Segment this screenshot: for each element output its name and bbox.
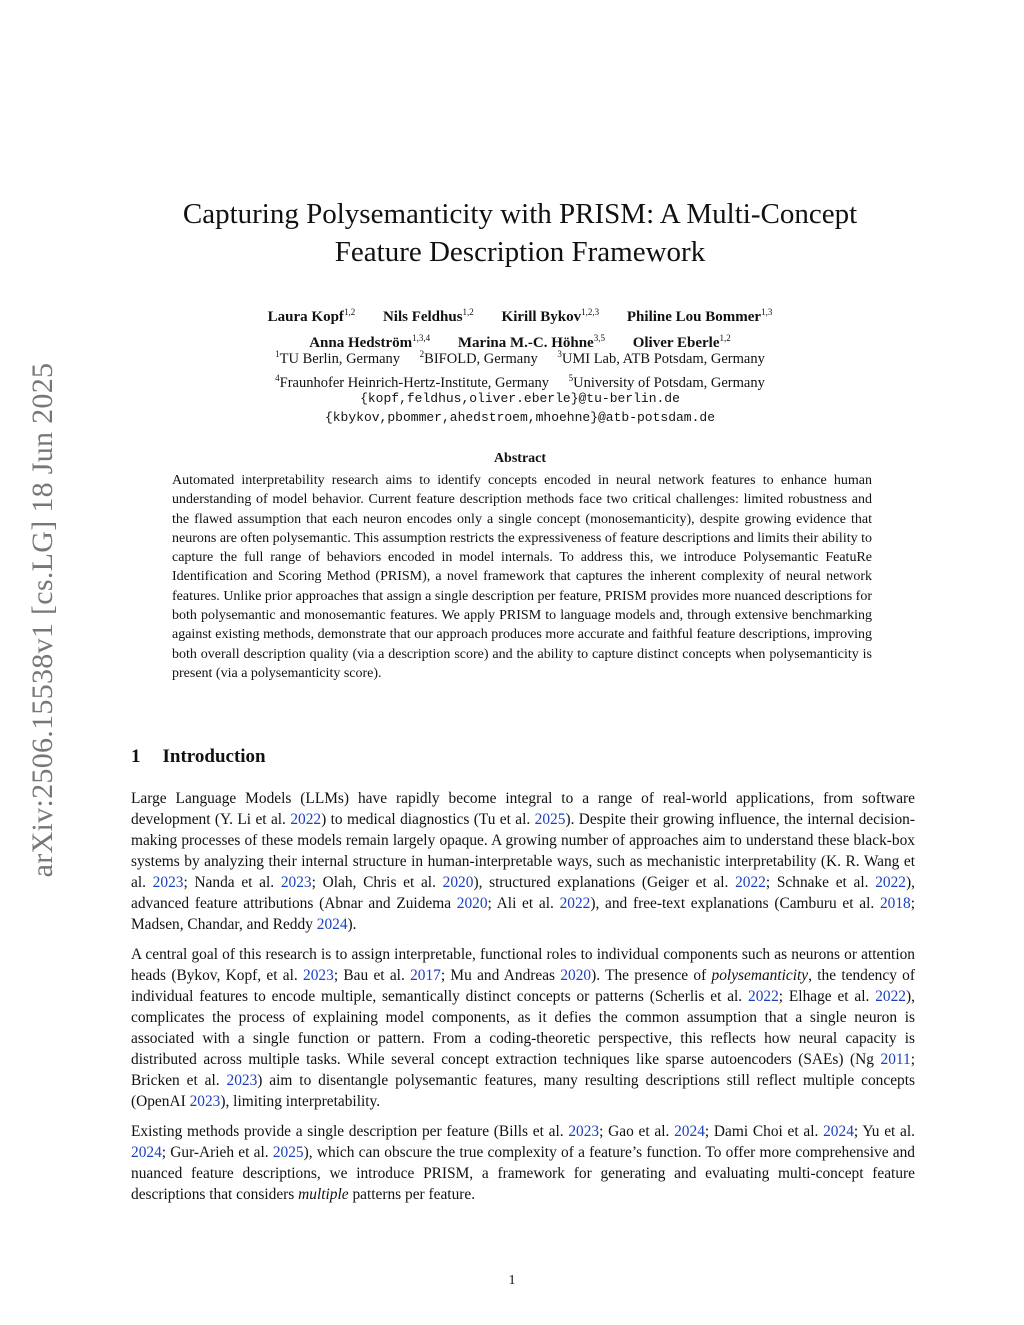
body-paragraph [131,1121,915,1205]
abstract-heading: Abstract [493,451,547,466]
citation-link[interactable]: 2022 [748,988,779,1005]
email-line: {kbykov,pbommer,ahedstroem,mhoehne}@atb-potsdam.de [324,410,716,425]
citation-link[interactable]: 2020 [560,967,592,984]
text-run: ; Yu et al. [853,1123,916,1140]
text-run: ; Dami Choi et al. [704,1123,824,1140]
author: Kirill Bykov$^{1,2,3}$ [501,307,600,325]
text-run: ), limiting interpretability. [220,1093,381,1110]
citation-link[interactable]: 2020 [456,895,488,912]
affiliation: $^4$Fraunhofer Heinrich-Hertz-Institute, Germany [275,372,550,391]
text-run: ), complicates the process of explaining model components, as it defies the common assumption that a single neuron is associated with a single function or pattern. From a coding-theoretic perspective, this reflects how neural capacity is distributed across multiple tasks. While several concept extraction techniques like sparse autoencoders (SAEs) (Ng [131,988,915,1068]
author: Anna Hedström$^{1,3,4}$ [309,333,431,351]
text-run: ; Elhage et al. [778,988,876,1005]
text-run: ) aim to disentangle polysemantic features, many resulting descriptions still reflect multiple concepts (OpenAI [131,1072,915,1110]
citation-link[interactable]: 2022 [559,895,591,912]
citation-link[interactable]: 2023 [280,874,312,891]
title-line-2: Feature Description Framework [334,236,706,268]
text-run: ; Bricken et al. [131,1051,915,1089]
text-run: ; Mu and Andreas [440,967,561,984]
author: Laura Kopf$^{1,2}$ [267,307,356,325]
citation-link[interactable]: 2011 [880,1051,911,1068]
author: Philine Lou Bommer$^{1,3}$ [626,307,773,325]
text-run: ; Ali et al. [487,895,560,912]
affiliation: $^5$University of Potsdam, Germany [568,372,765,391]
text-run: ; Gur-Arieh et al. [161,1144,273,1161]
citation-link[interactable]: 2024 [316,916,348,933]
emphasis: polysemanticity [711,967,809,984]
title-line-1: Capturing Polysemanticity with PRISM: A Multi-Concept [182,198,858,230]
page-number: 1 [508,1273,516,1288]
text-run: Existing methods provide a single description per feature (Bills et al. [131,1123,569,1140]
citation-link[interactable]: 2022 [875,988,906,1005]
citation-link[interactable]: 2024 [823,1123,854,1140]
email-line: {kopf,feldhus,oliver.eberle}@tu-berlin.de [360,391,680,406]
text-run: ). Despite their growing influence, the internal decision-making processes of these models remain largely opaque. A growing number of approaches aim to understand these black-box systems by analyzing their internal structure in human-interpretable ways, such as mechanistic interpretability (K. R. Wang et al. [131,811,916,891]
author: Marina M.-C. Höhne$^{3,5}$ [457,333,605,351]
text-run: , the tendency of individual features to encode multiple, semantically distinct concepts or patterns (Scherlis et al. [131,967,915,1005]
text-run: ), structured explanations (Geiger et al. [473,874,736,891]
paper-title [110,195,930,271]
body-paragraph [131,944,915,1112]
text-run: ), which can obscure the true complexity of a feature’s function. To offer more comprehensive and nuanced feature descriptions, we introduce PRISM, a framework for generating and evaluating multi-concept feature descriptions that considers [131,1144,915,1203]
citation-link[interactable]: 2024 [674,1123,705,1140]
text-run: Large Language Models (LLMs) have rapidly become integral to a range of real-world applications, from software development (Y. Li et al. [131,790,915,828]
text-run: ; Nanda et al. [183,874,281,891]
section-heading [131,746,266,768]
text-run: patterns per feature. [348,1186,476,1203]
section-title: Introduction [162,746,266,767]
affiliation: $^2$BIFOLD, Germany [419,349,538,367]
citation-link[interactable]: 2023 [568,1123,600,1140]
abstract-text: Automated interpretability research aims to identify concepts encoded in neural network features to enhance human understanding of model behavior. Current feature description methods face two critical challenges: limited robustness and the flawed assumption that each neuron encodes only a single concept (monosemanticity), despite growing evidence that neurons are often polysemantic. This assumption restricts the expressiveness of feature descriptions and limits their ability to capture the full range of behaviors encoded in model internals. To address this, we introduce Polysemantic FeatuRe Identification and Scoring Method (PRISM), a novel framework that captures the inherent complexity of neural network features. Unlike prior approaches that assign a single description per feature, PRISM provides more nuanced descriptions for both polysemantic and monosemantic features. We apply PRISM to language models and, through extensive benchmarking against existing methods, demonstrate that our approach produces more accurate and faithful feature descriptions, improving both overall description quality (via a description score) and the ability to capture distinct concepts when polysemanticity is present (via a polysemanticity score). [172,473,872,681]
arxiv-stamp: arXiv:2506.15538v1 [cs.LG] 18 Jun 2025 [26,362,59,878]
emphasis: multiple [298,1186,349,1203]
citation-link[interactable]: 2025 [534,811,566,828]
affiliation: $^3$UMI Lab, ATB Potsdam, Germany [557,349,765,367]
citation-link[interactable]: 2023 [303,967,334,984]
section-number: 1 [131,746,141,767]
citation-link[interactable]: 2023 [189,1093,221,1110]
text-run: A central goal of this research is to assign interpretable, functional roles to individual components such as neurons or attention heads (Bykov, Kopf, et al. [131,946,915,984]
citation-link[interactable]: 2025 [272,1144,304,1161]
citation-link[interactable]: 2022 [875,874,906,891]
citation-link[interactable]: 2018 [879,895,911,912]
text-run: ; Gao et al. [599,1123,675,1140]
text-run: ). The presence of [591,967,712,984]
text-run: ; Schnake et al. [765,874,876,891]
citation-link[interactable]: 2023 [152,874,184,891]
text-run: ), and free-text explanations (Camburu et al. [590,895,880,912]
author: Nils Feldhus$^{1,2}$ [382,307,474,325]
citation-link[interactable]: 2024 [131,1144,162,1161]
text-run: ; Bau et al. [333,967,411,984]
introduction-body [131,788,915,1214]
citation-link[interactable]: 2023 [226,1072,258,1089]
affiliations [150,345,890,393]
text-run: ; Olah, Chris et al. [311,874,443,891]
text-run: ; Madsen, Chandar, and Reddy [131,895,915,933]
affiliation: $^1$TU Berlin, Germany [275,349,401,367]
body-paragraph [131,788,915,935]
citation-link[interactable]: 2020 [442,874,474,891]
citation-link[interactable]: 2022 [735,874,766,891]
text-run: ). [347,916,357,933]
citation-link[interactable]: 2022 [290,811,322,828]
citation-link[interactable]: 2017 [410,967,441,984]
text-run: ), advanced feature attributions (Abnar and Zuidema [131,874,915,912]
text-run: ) to medical diagnostics (Tu et al. [321,811,535,828]
author: Oliver Eberle$^{1,2}$ [632,333,731,351]
email-block [150,389,890,427]
